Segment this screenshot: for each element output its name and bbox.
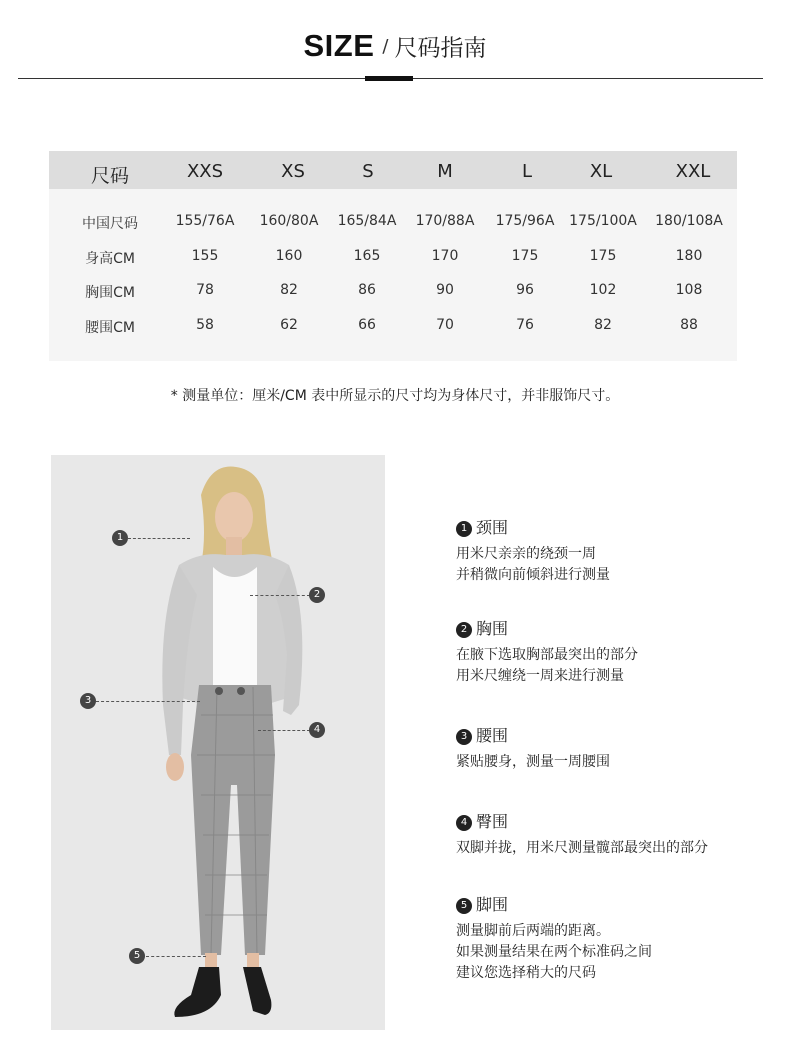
table-cell: 160: [275, 248, 303, 264]
table-cell: 58: [196, 317, 214, 333]
title-chinese: 尺码指南: [394, 35, 487, 62]
column-header-s: S: [362, 161, 374, 182]
table-cell: 82: [594, 317, 612, 333]
guide-number-badge: 2: [456, 622, 472, 638]
table-cell: 66: [358, 317, 376, 333]
table-cell: 165/84A: [337, 213, 397, 229]
guide-line: 用米尺缠绕一周来进行测量: [456, 668, 624, 684]
row-label-height: 身高CM: [85, 251, 135, 267]
size-table-header: [49, 151, 737, 189]
leader-line-waist: [96, 701, 200, 702]
guide-line: 建议您选择稍大的尺码: [456, 965, 596, 981]
column-header-xl: XL: [589, 161, 613, 182]
table-cell: 96: [516, 282, 534, 298]
table-cell: 82: [280, 282, 298, 298]
table-cell: 180: [675, 248, 703, 264]
guide-line: 并稍微向前倾斜进行测量: [456, 567, 610, 583]
guide-number-badge: 5: [456, 898, 472, 914]
table-cell: 180/108A: [655, 213, 723, 229]
table-cell: 76: [516, 317, 534, 333]
table-cell: 170/88A: [415, 213, 475, 229]
guide-item-bust: [456, 618, 776, 687]
marker-1: 1: [112, 530, 128, 546]
guide-title: 胸围: [476, 619, 509, 638]
guide-number-badge: 4: [456, 815, 472, 831]
marker-3: 3: [80, 693, 96, 709]
guide-heading: [456, 811, 776, 833]
column-header-xxs: XXS: [186, 161, 224, 182]
table-cell: 155: [191, 248, 219, 264]
guide-line: 测量脚前后两端的距离。: [456, 923, 610, 939]
guide-line: 用米尺亲亲的绕颈一周: [456, 546, 596, 562]
table-cell: 88: [680, 317, 698, 333]
model-figure-illustration: [51, 455, 385, 1030]
table-cell: 108: [675, 282, 703, 298]
column-header-xxl: XXL: [675, 161, 711, 182]
guide-title: 颈围: [476, 518, 509, 537]
measurement-note: * 测量单位：厘米/CM 表中所显示的尺寸均为身体尺寸，并非服饰尺寸。: [170, 388, 620, 404]
table-cell: 102: [589, 282, 617, 298]
marker-2: 2: [309, 587, 325, 603]
table-cell: 86: [358, 282, 376, 298]
size-table: [49, 151, 737, 361]
column-header-xs: XS: [281, 161, 305, 182]
marker-5: 5: [129, 948, 145, 964]
table-cell: 175/96A: [495, 213, 555, 229]
guide-title: 腰围: [476, 726, 509, 745]
leader-line-bust: [250, 595, 310, 596]
guide-heading: [456, 725, 776, 747]
guide-title: 脚围: [476, 895, 509, 914]
table-cell: 70: [436, 317, 454, 333]
guide-number-badge: 3: [456, 729, 472, 745]
table-cell: 175/100A: [569, 213, 637, 229]
model-photo: [51, 455, 385, 1030]
row-label-bust: 胸围CM: [85, 285, 135, 301]
guide-heading: [456, 517, 776, 539]
guide-number-badge: 1: [456, 521, 472, 537]
marker-4: 4: [309, 722, 325, 738]
table-cell: 90: [436, 282, 454, 298]
guide-heading: [456, 618, 776, 640]
guide-line: 双脚并拢，用米尺测量髋部最突出的部分: [456, 840, 708, 856]
column-header-m: M: [437, 161, 453, 182]
guide-line: 在腋下选取胸部最突出的部分: [456, 647, 638, 663]
leader-line-hip: [258, 730, 310, 731]
guide-heading: [456, 894, 776, 916]
table-cell: 62: [280, 317, 298, 333]
guide-item-foot: [456, 894, 776, 984]
guide-line: 如果测量结果在两个标准码之间: [456, 944, 652, 960]
row-label-waist: 腰围CM: [85, 320, 135, 336]
guide-line: 紧贴腰身，测量一周腰围: [456, 754, 610, 770]
leader-line-foot: [146, 956, 206, 957]
guide-item-waist: [456, 725, 776, 773]
table-cell: 170: [431, 248, 459, 264]
page-title: [0, 28, 790, 64]
header-divider-accent: [365, 76, 413, 81]
title-separator: /: [382, 35, 389, 57]
title-english: SIZE: [303, 28, 375, 63]
table-cell: 165: [353, 248, 381, 264]
column-header-l: L: [521, 161, 533, 182]
leader-line-neck: [128, 538, 190, 539]
table-cell: 78: [196, 282, 214, 298]
guide-item-neck: [456, 517, 776, 586]
table-cell: 155/76A: [175, 213, 235, 229]
table-cell: 175: [511, 248, 539, 264]
table-cell: 160/80A: [259, 213, 319, 229]
guide-item-hip: [456, 811, 776, 859]
guide-title: 臀围: [476, 812, 509, 831]
row-label-cn-size: 中国尺码: [82, 216, 138, 232]
table-cell: 175: [589, 248, 617, 264]
column-header-size: 尺码: [90, 165, 130, 187]
